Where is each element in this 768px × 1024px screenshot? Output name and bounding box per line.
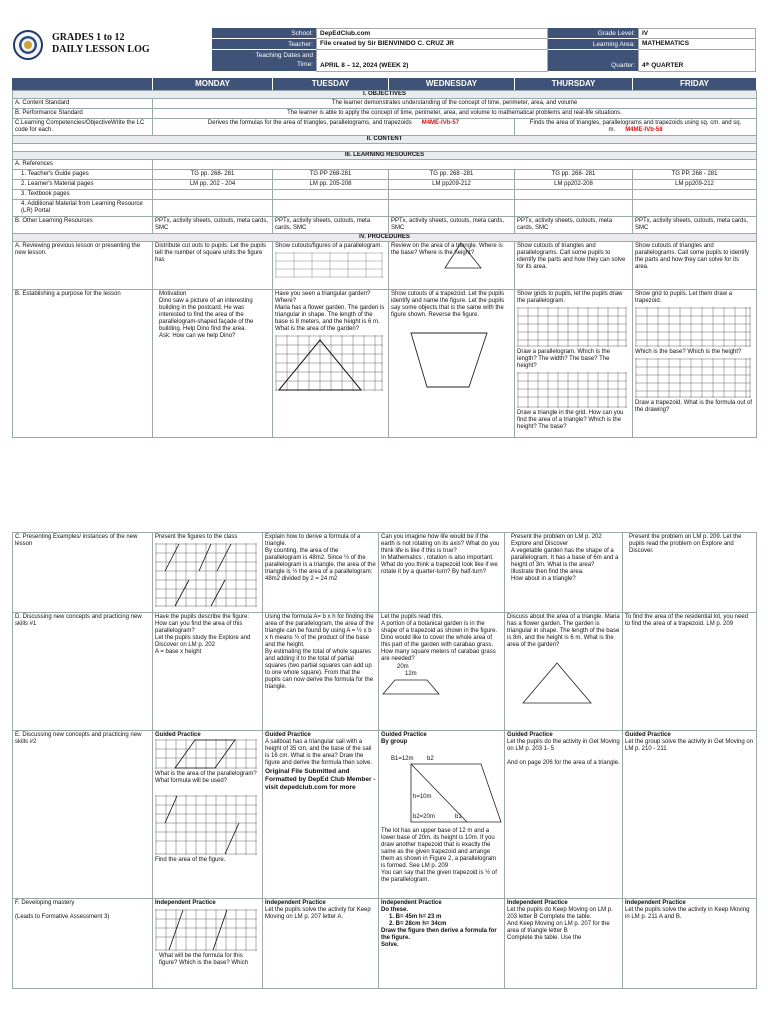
day-tuesday: TUESDAY — [272, 78, 388, 90]
dll-table-1 — [12, 90, 757, 438]
tg-label: 1. Teacher's Guide pages — [13, 170, 153, 180]
other-resources-label: B. Other Learning Resources — [13, 217, 153, 234]
other-thu: PPTx, activity sheets, cutouts, meta cards, SMC — [515, 217, 633, 234]
competency-b: Finds the area of triangles, parallelograms and trapezoids using sq. cm. and sq. m. M4ME-IVb-58 — [515, 119, 757, 136]
proc-c-wed: Can you imagine how life would be if the earth is not rotating on its axis? What do you think life is like if this is true? In Mathematics , rotation is also important. What do you think a trapezoid look like if we rotate it by a quarter-turn? By half-turn? — [379, 533, 505, 613]
triangle-icon — [441, 242, 501, 270]
title-line-1: GRADES 1 to 12 — [52, 32, 125, 43]
day-friday: FRIDAY — [632, 78, 756, 90]
proc-b-mon: Motivation Dino saw a picture of an interesting building in the postcard. He was interested to find the area of the parallelogram-shaped façade of the building. Help Dino find the area. Ask: How can we help Dino? — [153, 290, 273, 438]
proc-c-fri: Present the problem on LM p. 209. Let the pupils read the problem on Explore and Discover. — [623, 533, 757, 613]
tg-tue: TG PP 268-281 — [273, 170, 389, 180]
tg-fri: TG PP. 268 - 281 — [633, 170, 757, 180]
lm-fri: LM pp209-212 — [633, 180, 757, 190]
lm-label: 2. Learner's Material pages — [13, 180, 153, 190]
day-wednesday: WEDNESDAY — [388, 78, 514, 90]
dates-label: Teaching Dates and Time: — [212, 50, 316, 72]
proc-d-label: D. Discussing new concepts and practicing new skills #1 — [13, 613, 153, 731]
proc-d-mon: Have the pupils describe the figure: How can you find the area of this parallelogram? Let the pupils study the Explore and Discover on LM p. 202 A = base x height — [153, 613, 263, 731]
proc-a-label: A. Reviewing previous lesson or presenting the new lesson. — [13, 242, 153, 290]
proc-d-fri: To find the area of the residential lot, you need to find the area of a trapezoid. LM p. 209 — [623, 613, 757, 731]
procedures-heading: IV. PROCEDURES — [13, 234, 757, 242]
proc-a-fri: Show cutouts of triangles and parallelograms. Call some pupils to identify the parts and how they can solve for its area. — [633, 242, 757, 290]
fri-grid-2-icon — [635, 358, 751, 398]
thu-grid-2-icon — [517, 372, 627, 408]
lm-tue: LM pp. 205-208 — [273, 180, 389, 190]
proc-f-fri: Independent Practice Let the pupils solve the activity in Keep Moving in LM p. 211 A and B. — [623, 899, 757, 989]
proc-c-label: C. Presenting Examples/ instances of the new lesson — [13, 533, 153, 613]
info-left-block — [212, 28, 548, 72]
proc-b-fri: Show grid to pupils. Let them draw a trapezoid. Which is the base? Which is the height? Draw a trapezoid. What is the formula out of the drawing? — [633, 290, 757, 438]
competency-label: C.Learning Competencies/ObjectiveWrite the LC code for each. — [13, 119, 153, 136]
deped-seal-icon — [13, 30, 43, 60]
lm-mon: LM pp. 202 - 204 — [153, 180, 273, 190]
proc-b-wed: Show cutouts of a trapezoid. Let the pupils identify and name the figure. Let the pupils say some objects that is the same with the figure shown. Reverse the figure. — [389, 290, 515, 438]
quarter-value: 4ᵗʰ QUARTER — [638, 50, 756, 72]
textbook-label: 3. Textbook pages — [13, 190, 153, 200]
resources-heading: III. LEARNING RESOURCES — [13, 152, 757, 160]
other-wed: PPTx, activity sheets, cutouts, meta cards, SMC — [389, 217, 515, 234]
proc-b-label: B. Establishing a purpose for the lesson — [13, 290, 153, 438]
grade-label: Grade Level: — [548, 28, 638, 39]
objectives-heading: I. OBJECTIVES — [13, 91, 757, 99]
proc-e-mon: Guided Practice What is the area of the parallelogram? What formula will be used? Find the area of the figure. — [153, 731, 263, 899]
area-label: Learning Area: — [548, 39, 638, 50]
proc-d-tue: Using the formula A= b x h for finding the area of the parallelogram, the area of the triangle can be found by using A = ½ x b x h means ½ of the product of the base and the height. By estimating the total of whole squares and adding it to the total of partial squares (two partial squares can add up to one whole square). From that the pupils can now derive the formula for the triangle. — [263, 613, 379, 731]
parallelogram-figures-icon — [155, 543, 257, 607]
content-standard: The learner demonstrates understanding of the concept of time, perimeter, area, and volume — [153, 99, 757, 109]
depedclub-note: Original File Submitted and Formatted by DepEd Club Member - visit depedclub.com for more — [265, 768, 376, 791]
day-thursday: THURSDAY — [514, 78, 632, 90]
proc-d-wed: Let the pupils read this. A portion of a botanical garden is in the shape of a trapezoid as shown in the figure. Dino would like to cover the whole area of this part of the garden with carabao grass. How many square meters of carabao grass are needed? 20m 12m — [379, 613, 505, 731]
info-right-block — [548, 28, 756, 72]
code-a: M4ME-IVb-57 — [421, 120, 460, 126]
teacher-value: File created by Sir BIENVINIDO C. CRUZ JR — [316, 39, 548, 50]
tg-mon: TG pp. 268- 281 — [153, 170, 273, 180]
trapezoid-top-label: 20m — [397, 664, 409, 670]
content-standard-label: A. Content Standard — [13, 99, 153, 109]
triangle-grid-icon — [275, 335, 383, 391]
f-mon-grid-icon — [155, 909, 257, 951]
lm-wed: LM pp209-212 — [389, 180, 515, 190]
thu-grid-1-icon — [517, 307, 627, 347]
trapezoid-bottom-label: 12m — [405, 671, 417, 677]
title-line-2: DAILY LESSON LOG — [52, 44, 150, 55]
e-mon-grid-1-icon — [155, 739, 257, 769]
content-heading: II. CONTENT — [13, 136, 757, 144]
proc-e-tue: Guided Practice A sailboat has a triangular sail with a height of 35 cm, and the base of the sail is 16 cm. What is the area? Draw the figure and derive the formula then solve. Original File Submitted and Formatted by DepEd Club Member - visit depedclub.com for more — [263, 731, 379, 899]
e-mon-grid-2-icon — [155, 795, 257, 855]
proc-f-label: F. Developing mastery (Leads to Formative Assessment 3) — [13, 899, 153, 989]
parallelogram-figure: B1=12m b2 h=10m b2=20m b1 — [381, 746, 502, 828]
proc-e-thu: Guided Practice Let the pupils do the activity in Get Moving on LM p. 203 1- 5 And on page 206 for the area of a triangle. — [505, 731, 623, 899]
other-tue: PPTx, activity sheets, cutouts, meta cards, SMC — [273, 217, 389, 234]
large-triangle-icon — [507, 661, 617, 705]
proc-e-wed: Guided Practice By group B1=12m b2 h=10m b2=20m b1 The lot has an upper base of 12 m and a lower base of 20m. its height is 10m. If you draw another trapezoid that is exactly the same as the given trapezoid and arrange them as shown in Figure 2, a parallelogram is formed. See LM p. 209 You can say that the given trapezoid is ½ of the parallelogram. — [379, 731, 505, 899]
split-parallelogram-icon — [381, 746, 505, 828]
area-value: MATHEMATICS — [638, 39, 756, 50]
proc-c-tue: Explain how to derive a formula of a triangle. By counting, the area of the parallelogram is 48m2. Since ½ of the parallelogram is a triangle, the area of the triangle is ½ the area of a parallelogram: 48m2 divided by 2 = 24 m2 — [263, 533, 379, 613]
proc-b-thu: Show grids to pupils, let the pupils draw the parallelogram. Draw a parallelogram. Which is the length? The width? The base? The height? Draw a triangle in the grid. How can you find the area of a triangle? Which is the height? The base? — [515, 290, 633, 438]
proc-c-mon: Present the figures to the class — [153, 533, 263, 613]
dll-header — [12, 28, 756, 72]
proc-a-thu: Show cutouts of triangles and parallelograms. Call some pupils to identify the parts and how they can solve for its area. — [515, 242, 633, 290]
school-label: School: — [212, 28, 316, 39]
proc-b-tue: Have you seen a triangular garden? Where? Maria has a flower garden. The garden is triangular in shape. The length of the base is 8 meters, and the height is 6 m. What is the area of the garden? — [273, 290, 389, 438]
other-fri: PPTx, activity sheets, cutouts, meta cards, SMC — [633, 217, 757, 234]
other-mon: PPTx, activity sheets, cutouts, meta cards, SMC — [153, 217, 273, 234]
dates-value: APRIL 8 – 12, 2024 (WEEK 2) — [316, 50, 548, 72]
document-title — [52, 32, 150, 56]
references-label: A. References — [13, 160, 153, 170]
proc-f-wed: Independent Practice Do these. 1. B= 45m h= 23 m 2. B= 28cm h= 34cm Draw the figure then derive a formula for the figure. Solve. — [379, 899, 505, 989]
proc-a-mon: Distribute cut outs to pupils. Let the pupils tell the number of square units the figure has — [153, 242, 273, 290]
additional-label: 4. Additional Material from Learning Resource (LR) Portal — [13, 200, 153, 217]
tg-thu: TG pp. 268- 281 — [515, 170, 633, 180]
proc-e-fri: Guided Practice Let the group solve the activity in Get Moving on LM p. 210 - 211 — [623, 731, 757, 899]
proc-a-wed: Review on the area of a triangle. Where is the base? Where is the height? — [389, 242, 515, 290]
proc-f-mon: Independent Practice What will be the formula for this figure? Which is the base? Which — [153, 899, 263, 989]
small-trapezoid-icon — [381, 678, 441, 696]
grade-value: IV — [638, 28, 756, 39]
performance-standard-label: B. Performance Standard — [13, 109, 153, 119]
performance-standard: The learner is able to apply the concept of time, perimeter, area, and volume to mathematical problems and real-life situations. — [153, 109, 757, 119]
school-value: DepEdClub.com — [316, 28, 548, 39]
teacher-label: Teacher: — [212, 39, 316, 50]
proc-f-tue: Independent Practice Let the pupils solve the activity for Keep Moving on LM p. 207 letter A. — [263, 899, 379, 989]
proc-a-tue: Show cutouts/figures of a parallelogram. — [273, 242, 389, 290]
proc-d-thu: Discuss about the area of a triangle. Maria has a flower garden. The garden is triangular in shape. The length of the base is 8m, and the height is 6 m. What is the area of the garden? — [505, 613, 623, 731]
day-header-row — [12, 78, 756, 90]
lm-thu: LM pp202-208 — [515, 180, 633, 190]
proc-e-label: E. Discussing new concepts and practicing new skills #2 — [13, 731, 153, 899]
dll-table-2 — [12, 532, 757, 989]
competency-a: Derives the formulas for the area of triangles, parallelograms, and trapezoids M4ME-IVb-57 — [153, 119, 515, 136]
parallelogram-grid-icon — [275, 252, 383, 278]
trapezoid-icon — [391, 325, 509, 395]
tg-wed: TG pp. 268 -281 — [389, 170, 515, 180]
proc-c-thu: Present the problem on LM p. 202 Explore and Discover A vegetable garden has the shape of a parallelogram. It has a base of 6m and a height of 3m. What is the area? Illustrate then find the area. How about in a triangle? — [505, 533, 623, 613]
fri-grid-1-icon — [635, 307, 751, 347]
proc-f-thu: Independent Practice Let the pupils do Keep Moving on LM p. 203 letter B Complete the table. And Keep Moving on LM p. 207 for the area of triangle letter B Complete the table. Use the — [505, 899, 623, 989]
day-monday: MONDAY — [152, 78, 272, 90]
quarter-label: Quarter: — [548, 50, 638, 72]
dll-page-2 — [12, 532, 756, 989]
dll-page-1 — [12, 28, 756, 438]
code-b: M4ME-IVb-58 — [625, 127, 663, 133]
